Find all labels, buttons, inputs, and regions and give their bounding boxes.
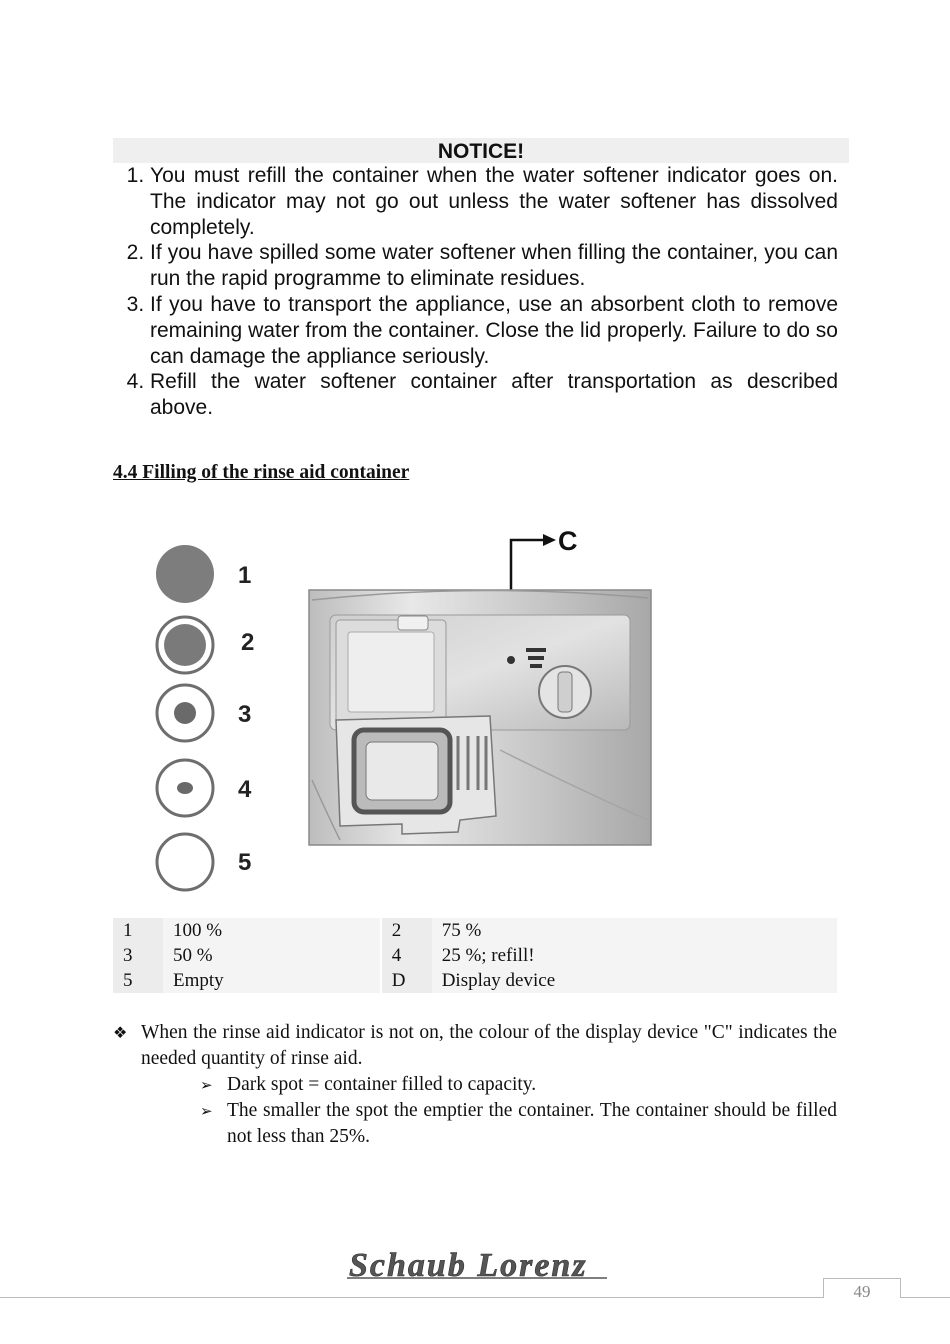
indicator-25 [157, 760, 213, 816]
legend-key: 4 [381, 943, 432, 968]
legend-key: 3 [113, 943, 163, 968]
notice-list [113, 163, 849, 421]
rinse-aid-figure [140, 520, 660, 910]
sub-bullet-item [200, 1072, 837, 1098]
bullet-section [113, 1020, 837, 1150]
brand-logo [345, 1238, 610, 1286]
legend-table [113, 918, 837, 993]
notice-box [113, 138, 849, 421]
indicator-75 [157, 617, 213, 673]
page-number: 49 [823, 1278, 901, 1298]
indicator-50 [157, 685, 213, 741]
legend-value: 25 %; refill! [432, 943, 837, 968]
indicator-label: 2 [241, 629, 255, 656]
sub-bullet-text: Dark spot = container filled to capacity. [227, 1074, 537, 1095]
indicator-label: 3 [238, 701, 252, 728]
legend-value: Display device [432, 968, 837, 993]
legend-key: 5 [113, 968, 163, 993]
bullet-text: When the rinse aid indicator is not on, the colour of the display device "C" indicates the needed quantity of rinse aid. [141, 1022, 837, 1069]
sub-bullet-item [200, 1098, 837, 1150]
notice-item: 2. If you have spilled some water softener when filling the container, you can run the rapid programme to eliminate residues. [150, 240, 838, 292]
brand-wordmark: Schaub Lorenz [349, 1247, 588, 1284]
callout-label: C [558, 526, 578, 556]
notice-item: 1. You must refill the container when the water softener indicator goes on. The indicator may not go out unless the water softener has dissolved completely. [150, 163, 838, 240]
legend-value: 75 % [432, 918, 837, 943]
section-heading: 4.4 Filling of the rinse aid container [113, 462, 410, 483]
indicator-label: 4 [238, 776, 252, 803]
notice-title: NOTICE! [113, 138, 849, 163]
notice-item: 3. If you have to transport the appliance, use an absorbent cloth to remove remaining water from the container. Close the lid properly. Failure to do so can damage the appliance seriously. [150, 292, 838, 369]
legend-key: 2 [381, 918, 432, 943]
indicator-empty [157, 834, 213, 890]
diamond-bullet-icon: ❖ [113, 1023, 128, 1042]
legend-value: Empty [163, 968, 381, 993]
table-row [113, 918, 837, 943]
legend-value: 50 % [163, 943, 381, 968]
arrow-bullet-icon: ➢ [200, 1076, 213, 1094]
indicator-label: 1 [238, 562, 252, 589]
bullet-item [113, 1020, 837, 1072]
notice-item: 4. Refill the water softener container after transportation as described above. [150, 369, 838, 421]
footer-rule [0, 1297, 950, 1298]
indicator-label: 5 [238, 849, 252, 876]
indicator-full [156, 545, 214, 603]
table-row [113, 943, 837, 968]
legend-key: 1 [113, 918, 163, 943]
arrow-bullet-icon: ➢ [200, 1102, 213, 1120]
sub-bullet-text: The smaller the spot the emptier the container. The container should be filled not less than 25%. [227, 1100, 837, 1147]
table-row [113, 968, 837, 993]
legend-value: 100 % [163, 918, 381, 943]
legend-key: D [381, 968, 432, 993]
dispenser-photo [309, 590, 651, 845]
